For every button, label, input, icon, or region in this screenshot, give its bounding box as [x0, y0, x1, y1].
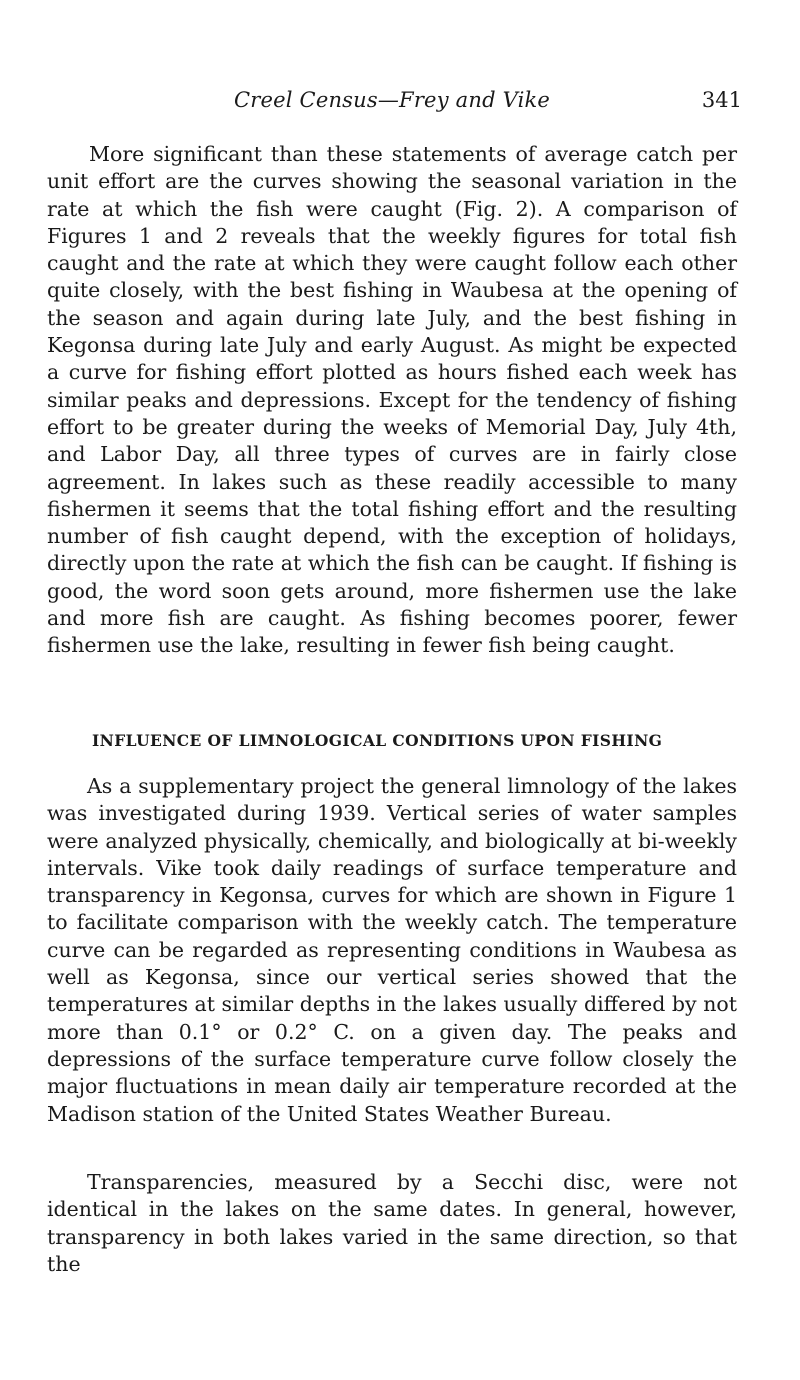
paragraph-catch-curves: More significant than these statements of average catch per unit effort are the curves showing the seasonal variation in the rate at which the fish were caught (Fig. 2). A comparison of Figures 1 and 2 reveals that the weekly figures for total fish caught and the rate at which they were caught follow each other quite closely, with the best fishing in Waubesa at the opening of the season and again during late July, and the best fishing in Kegonsa during late July and early August. As might be expected a curve for fishing effort plotted as hours fished each week has similar peaks and depressions. Except for the tendency of fishing effort to be greater during the weeks of Memorial Day, July 4th, and Labor Day, all three types of curves are in fairly close agreement. In lakes such as these readily accessible to many fishermen it seems that the total fishing effort and the resulting number of fish caught depend, with the exception of holidays, directly upon the rate at which the fish can be caught. If fishing is good, the word soon gets around, more fishermen use the lake and more fish are caught. As fishing becomes poorer, fewer fishermen use the lake, resulting in fewer fish being caught.: [47, 142, 737, 658]
page-number: 341: [701, 88, 742, 112]
paragraph-limnology: As a supplementary project the general limnology of the lakes was investigated during 1939. Vertical series of water samples were analyzed physically, chemically, and biologically at bi-weekly intervals. Vike took daily readings of surface temperature and transparency in Kegonsa, curves for which are shown in Figure 1 to facilitate comparison with the weekly catch. The temperature curve can be regarded as representing conditions in Waubesa as well as Kegonsa, since our vertical series showed that the temperatures at similar depths in the lakes usually differed by not more than 0.1° or 0.2° C. on a given day. The peaks and depressions of the surface temperature curve follow closely the major fluctuations in mean daily air temperature recorded at the Madison station of the United States Weather Bureau.: [47, 774, 737, 1126]
running-title: Creel Census—Frey and Vike: [234, 88, 551, 112]
section-heading: INFLUENCE OF LIMNOLOGICAL CONDITIONS UPON FISHING: [92, 731, 663, 750]
paragraph-transparencies: Transparencies, measured by a Secchi disc, were not identical in the lakes on the same dates. In general, however, transparency in both lakes varied in the same direction, so that the: [47, 1170, 737, 1276]
running-head: [48, 88, 742, 118]
